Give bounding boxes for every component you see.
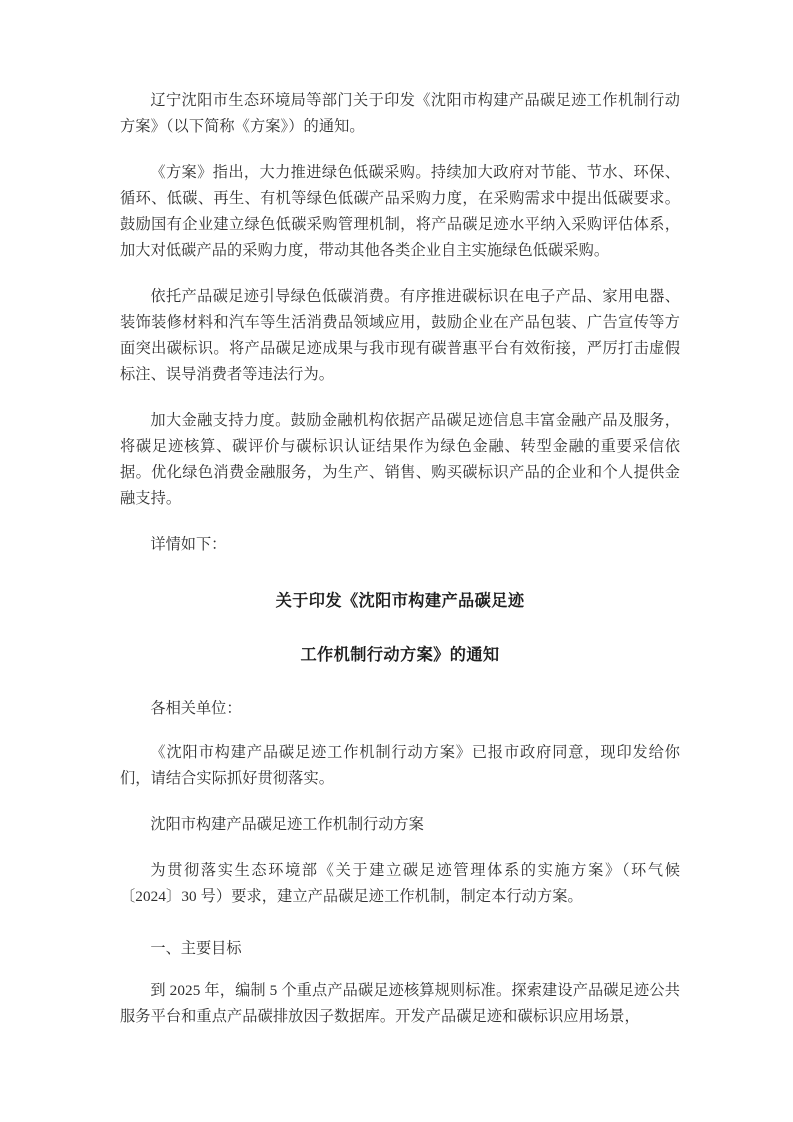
- notice-title: [120, 588, 680, 668]
- document-content: [120, 88, 680, 1050]
- intro-paragraph-1: 辽宁沈阳市生态环境局等部门关于印发《沈阳市构建产品碳足迹工作机制行动方案》（以下简称《方案》）的通知。: [120, 92, 680, 135]
- plan-heading: 沈阳市构建产品碳足迹工作机制行动方案: [150, 816, 424, 833]
- notice-body-paragraph: 《沈阳市构建产品碳足迹工作机制行动方案》已报市政府同意，现印发给你们，请结合实际抓好贯彻落实。: [120, 744, 680, 787]
- notice-title-line-2: 工作机制行动方案》的通知: [300, 646, 500, 664]
- section-paragraph-main-objectives: 到 2025 年，编制 5 个重点产品碳足迹核算规则标准。探索建设产品碳足迹公共服务平台和重点产品碳排放因子数据库。开发产品碳足迹和碳标识应用场景，: [120, 982, 680, 1025]
- notice-salutation: 各相关单位：: [150, 700, 242, 717]
- intro-paragraph-2: 《方案》指出，大力推进绿色低碳采购。持续加大政府对节能、节水、环保、循环、低碳、再生、有机等绿色低碳产品采购力度，在采购需求中提出低碳要求。鼓励国有企业建立绿色低碳采购管理机制，将产品碳足迹水平纳入采购评估体系，加大对低碳产品的采购力度，带动其他各类企业自主实施绿色低碳采购。: [120, 164, 680, 259]
- intro-paragraph-3: 依托产品碳足迹引导绿色低碳消费。有序推进碳标识在电子产品、家用电器、装饰装修材料和汽车等生活消费品领域应用，鼓励企业在产品包装、广告宣传等方面突出碳标识。将产品碳足迹成果与我市现有碳普惠平台有效衔接，严厉打击虚假标注、误导消费者等违法行为。: [120, 288, 680, 383]
- intro-paragraph-4: 加大金融支持力度。鼓励金融机构依据产品碳足迹信息丰富金融产品及服务，将碳足迹核算、碳评价与碳标识认证结果作为绿色金融、转型金融的重要采信依据。优化绿色消费金融服务，为生产、销售、购买碳标识产品的企业和个人提供金融支持。: [120, 412, 680, 507]
- section-heading-main-objectives: 一、主要目标: [150, 940, 242, 957]
- notice-title-line-1: 关于印发《沈阳市构建产品碳足迹: [275, 592, 525, 610]
- details-lead-in: 详情如下：: [150, 536, 227, 553]
- plan-preamble: 为贯彻落实生态环境部《关于建立碳足迹管理体系的实施方案》（环气候〔2024〕30 号）要求，建立产品碳足迹工作机制，制定本行动方案。: [120, 862, 680, 905]
